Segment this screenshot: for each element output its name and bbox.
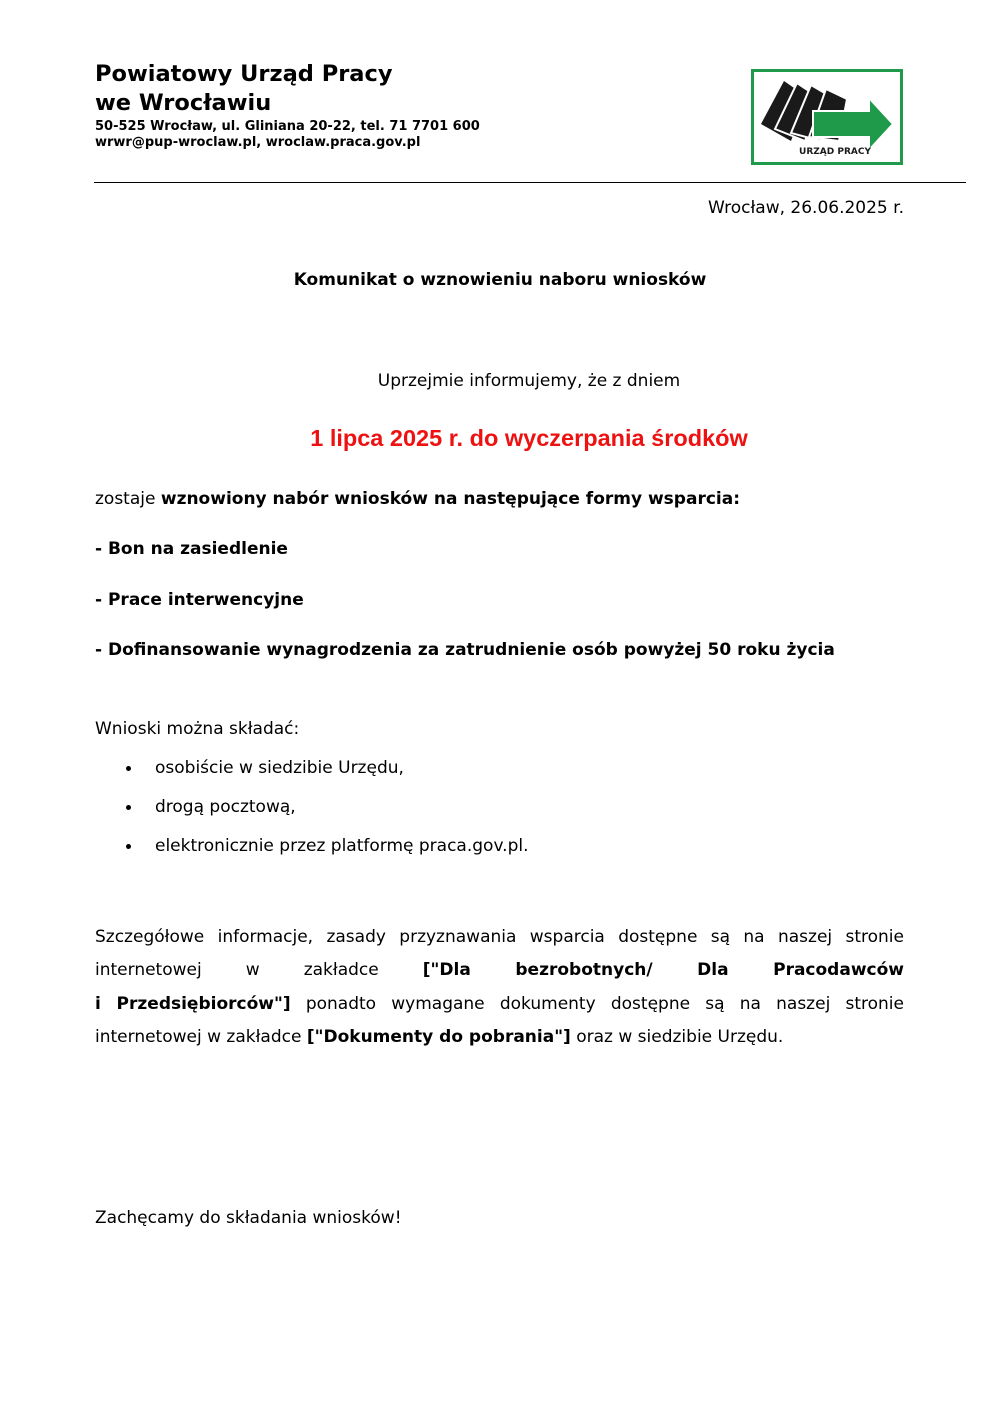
organization-name — [95, 60, 393, 118]
logo-text: URZĄD PRACY — [799, 147, 871, 157]
support-form-item: - Bon na zasiedlenie — [95, 539, 288, 559]
document-date: Wrocław, 26.06.2025 r. — [708, 198, 904, 218]
announcement-prefix: zostaje — [95, 489, 161, 509]
list-item: osobiście w siedzibie Urzędu, — [95, 757, 529, 796]
document-title: Komunikat o wznowieniu naboru wniosków — [293, 270, 707, 290]
support-form-item: - Dofinansowanie wynagrodzenia za zatrudnienie osób powyżej 50 roku życia — [95, 640, 835, 660]
announcement-bold: wznowiony nabór wniosków na następujące formy wsparcia: — [160, 489, 740, 509]
highlight-date: 1 lipca 2025 r. do wyczerpania środków — [310, 425, 748, 451]
announcement-line — [95, 488, 740, 510]
org-name-line1: Powiatowy Urząd Pracy — [95, 61, 393, 87]
header-divider — [94, 182, 966, 183]
closing-text: Zachęcamy do składania wniosków! — [95, 1208, 402, 1228]
org-name-line2: we Wrocławiu — [95, 90, 272, 116]
submission-heading: Wnioski można składać: — [95, 719, 300, 739]
details-line-1: Szczegółowe informacje, zasady przyznawania wsparcia dostępne są na naszej stronie — [95, 927, 904, 947]
urzad-pracy-logo — [751, 69, 903, 165]
bullet-icon — [126, 766, 131, 771]
intro-text: Uprzejmie informujemy, że z dniem — [377, 371, 681, 391]
list-item: elektronicznie przez platformę praca.gov.pl. — [95, 835, 529, 874]
details-line-2: internetowej w zakładce ["Dla bezrobotnych/ Dla Pracodawców — [95, 960, 904, 980]
details-line-3: i Przedsiębiorców"] ponadto wymagane dokumenty dostępne są na naszej stronie — [95, 994, 904, 1014]
list-item: drogą pocztową, — [95, 796, 529, 835]
org-contacts: wrwr@pup-wroclaw.pl, wroclaw.praca.gov.pl — [95, 135, 421, 150]
org-address: 50-525 Wrocław, ul. Gliniana 20-22, tel. 71 7701 600 — [95, 119, 480, 134]
submission-methods-list — [95, 757, 529, 874]
support-form-item: - Prace interwencyjne — [95, 590, 304, 610]
bullet-icon — [126, 844, 131, 849]
bullet-icon — [126, 805, 131, 810]
details-line-4: internetowej w zakładce ["Dokumenty do pobrania"] oraz w siedzibie Urzędu. — [95, 1027, 784, 1047]
